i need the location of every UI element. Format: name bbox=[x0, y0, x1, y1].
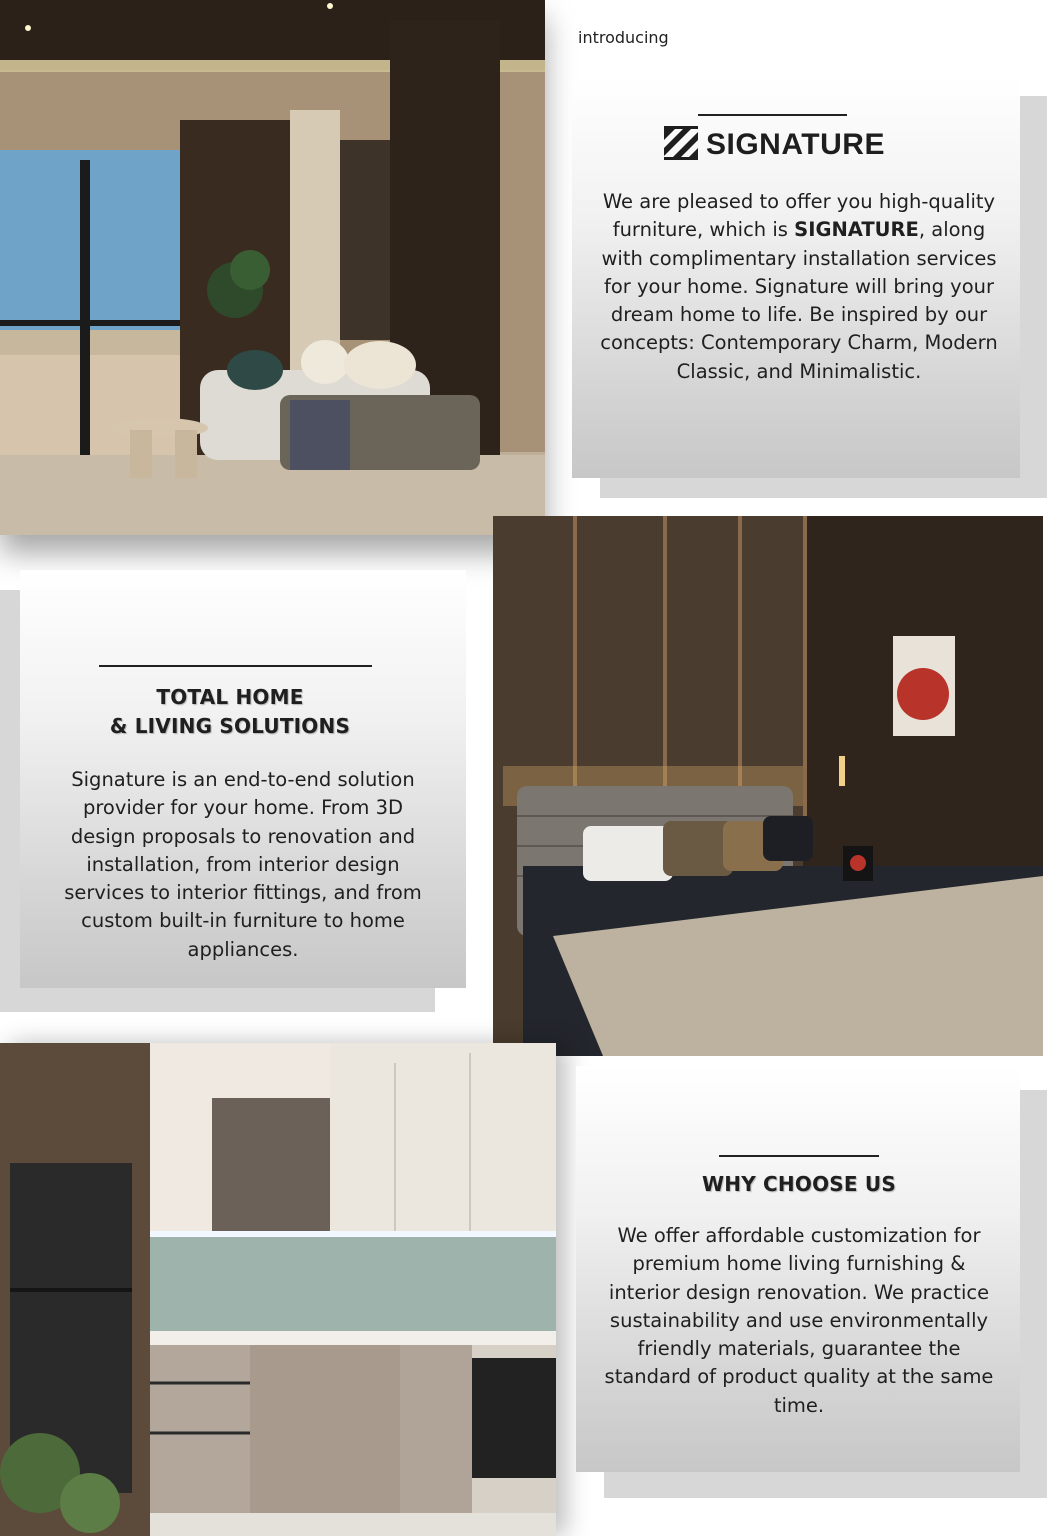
why-heading: WHY CHOOSE US bbox=[702, 1172, 896, 1196]
intro-text-bold: SIGNATURE bbox=[794, 218, 919, 242]
intro-divider bbox=[698, 114, 847, 116]
signature-logo bbox=[664, 127, 885, 163]
bedroom-illustration bbox=[493, 516, 1043, 1056]
bedroom-photo bbox=[493, 516, 1043, 1056]
intro-text-end: , along with complimentary installation services for your home. Signature will bring your dream home to life. Be inspired by our concepts: Contemporary Charm, Modern Classic, and Minimalistic. bbox=[600, 218, 998, 383]
kitchen-photo bbox=[0, 1043, 556, 1536]
solutions-heading-line1: TOTAL HOME bbox=[156, 685, 304, 709]
why-body: We offer affordable customization for premium home living furnishing & interior design renovation. We practice sustainability and use environmentally friendly materials, guarantee the standard of product quality at the same time. bbox=[604, 1224, 994, 1417]
diagonal-stripes-logo-icon bbox=[664, 126, 698, 164]
intro-paragraph bbox=[598, 188, 1000, 386]
living-room-photo bbox=[0, 0, 545, 535]
solutions-heading bbox=[40, 683, 420, 741]
solutions-heading-line2: & LIVING SOLUTIONS bbox=[109, 714, 351, 738]
intro-label: introducing bbox=[578, 28, 669, 47]
solutions-divider bbox=[99, 665, 372, 667]
kitchen-illustration bbox=[0, 1043, 556, 1536]
why-divider bbox=[719, 1155, 879, 1157]
brand-name: SIGNATURE bbox=[706, 128, 885, 161]
intro-text-start: We are pleased to offer you high-quality furniture, which is bbox=[602, 190, 996, 242]
solutions-body: Signature is an end-to-end solution provider for your home. From 3D design proposals to renovation and installation, from interior design services to interior fittings, and from custom built-in furniture to home appliances. bbox=[64, 768, 422, 961]
living-room-illustration bbox=[0, 0, 545, 535]
